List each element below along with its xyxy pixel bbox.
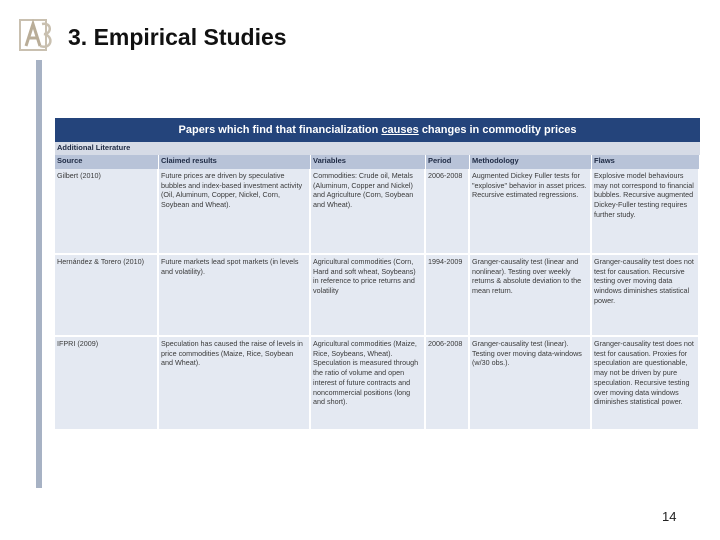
table-title <box>55 118 700 142</box>
decorative-side-bar <box>36 60 42 488</box>
cell-flaws: Granger-causality test does not test for causation. Recursive testing over moving data windows diminishes statistical power. <box>592 255 700 337</box>
section-label: Additional Literature <box>55 142 700 155</box>
slide-title: 3. Empirical Studies <box>68 24 287 50</box>
cell-period: 1994-2009 <box>426 255 470 337</box>
cell-variables: Commodities: Crude oil, Metals (Aluminum, Copper and Nickel) and Agriculture (Corn, Soybean and Wheat). <box>311 169 426 255</box>
cell-flaws: Explosive model behaviours may not correspond to financial bubbles. Recursive augmented Dickey-Fuller testing requires further study. <box>592 169 700 255</box>
table-title-pre: Papers which find that financialization <box>178 123 379 136</box>
column-header-results: Claimed results <box>159 155 311 169</box>
literature-grid <box>55 155 700 431</box>
cell-results: Speculation has caused the raise of levels in price commodities (Maize, Rice, Soybean and Wheat). <box>159 337 311 431</box>
cell-methodology: Granger-causality test (linear and nonlinear). Testing over weekly returns & absolute deviation to the mean return. <box>470 255 592 337</box>
cell-period: 2006-2008 <box>426 169 470 255</box>
cell-variables: Agricultural commodities (Maize, Rice, Soybeans, Wheat). Speculation is measured through the ratio of volume and open interest of future contracts and noncommercial positions (long and short). <box>311 337 426 431</box>
cell-variables: Agricultural commodities (Corn, Hard and soft wheat, Soybeans) in reference to price returns and volatility <box>311 255 426 337</box>
cell-methodology: Augmented Dickey Fuller tests for "explosive" behavior in asset prices. Recursive estimated regressions. <box>470 169 592 255</box>
table-title-emphasis: causes <box>381 123 419 136</box>
column-header-methodology: Methodology <box>470 155 592 169</box>
column-header-period: Period <box>426 155 470 169</box>
cell-source: Hernández & Torero (2010) <box>55 255 159 337</box>
table-title-post: changes in commodity prices <box>421 123 577 136</box>
cell-period: 2006-2008 <box>426 337 470 431</box>
page-number: 14 <box>662 509 677 524</box>
cell-flaws: Granger-causality test does not test for causation. Proxies for speculation are questionable, may not be driven by pure speculation. Recursive testing over moving data windows diminishes statistical power. <box>592 337 700 431</box>
column-header-flaws: Flaws <box>592 155 700 169</box>
monogram-logo-icon <box>18 16 58 56</box>
cell-results: Future markets lead spot markets (in levels and volatility). <box>159 255 311 337</box>
cell-source: Gilbert (2010) <box>55 169 159 255</box>
literature-table-image <box>55 118 700 438</box>
cell-source: IFPRI (2009) <box>55 337 159 431</box>
column-header-source: Source <box>55 155 159 169</box>
cell-results: Future prices are driven by speculative bubbles and index-based investment activity (Oil, Aluminum, Copper, Nickel, Corn, Soybean and Wheat). <box>159 169 311 255</box>
column-header-variables: Variables <box>311 155 426 169</box>
cell-methodology: Granger-causality test (linear). Testing over moving data-windows (w/30 obs.). <box>470 337 592 431</box>
